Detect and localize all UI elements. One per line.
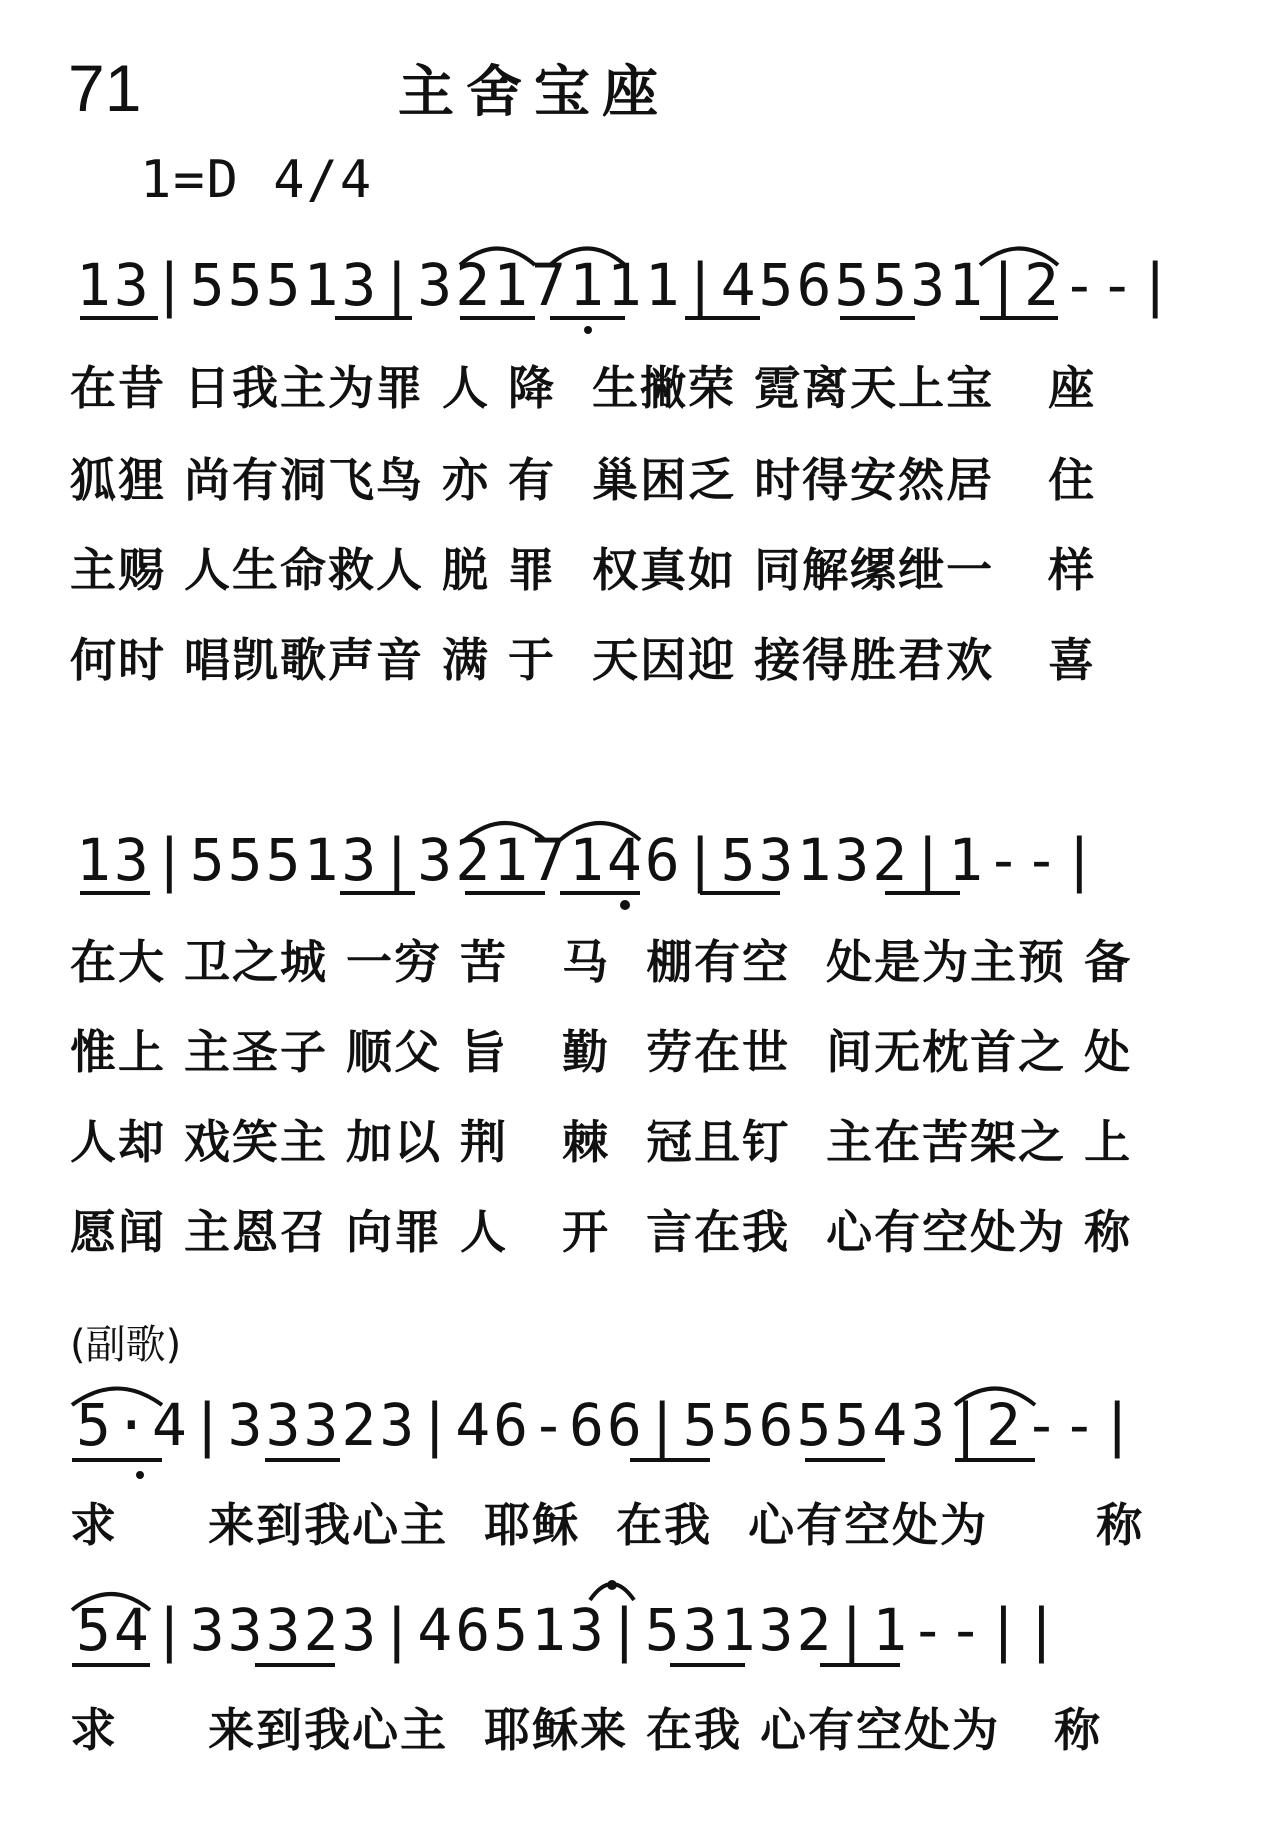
- verse-lyrics-1-line-2: 狐狸 尚有洞飞鸟 亦 有 巢困乏 时得安然居 住: [70, 453, 1097, 507]
- dot-mark: [584, 326, 592, 334]
- chorus-lyrics-1: 求 来到我心主 耶稣 在我 心有空处为 称: [70, 1498, 1145, 1552]
- chorus-lyrics-2: 求 来到我心主 耶稣来 在我 心有空处为 称: [70, 1703, 1103, 1757]
- verse-lyrics-2-line-1: 在大 卫之城 一穷 苦 马 棚有空 处是为主预 备: [70, 935, 1133, 989]
- verse-lyrics-1-line-4: 何时 唱凯歌声音 满 于 天因迎 接得胜君欢 喜: [70, 633, 1097, 687]
- verse-lyrics-2-line-4: 愿闻 主恩召 向罪 人 开 言在我 心有空处为 称: [70, 1205, 1133, 1259]
- verse-lyrics-2-line-2: 惟上 主圣子 顺父 旨 勤 劳在世 间无枕首之 处: [70, 1025, 1133, 1079]
- verse-lyrics-1-line-1: 在昔 日我主为罪 人 降 生撇荣 霓离天上宝 座: [70, 361, 1097, 415]
- verse-notes-1: 13|55513|3217111|4565531|2--|: [76, 251, 1176, 319]
- dot-mark: [607, 1580, 617, 1590]
- key-signature: 1=D 4/4: [140, 150, 374, 210]
- chorus-label: (副歌): [70, 1322, 182, 1368]
- chorus-notes-1: 5·4|33323|46-66|5565543|2--|: [76, 1391, 1138, 1459]
- chorus-notes-2: 54|33323|46513|53132|1--||: [76, 1596, 1062, 1664]
- dot-mark: [620, 900, 630, 910]
- verse-lyrics-2-line-3: 人却 戏笑主 加以 荆 棘 冠且钉 主在苦架之 上: [70, 1115, 1133, 1169]
- song-title: 主舍宝座: [398, 60, 670, 125]
- verse-lyrics-1-line-3: 主赐 人生命救人 脱 罪 权真如 同解缧绁一 样: [70, 543, 1097, 597]
- dot-mark: [136, 1471, 144, 1479]
- verse-notes-2: 13|55513|3217146|53132|1--|: [76, 826, 1100, 894]
- song-number: 71: [68, 51, 142, 125]
